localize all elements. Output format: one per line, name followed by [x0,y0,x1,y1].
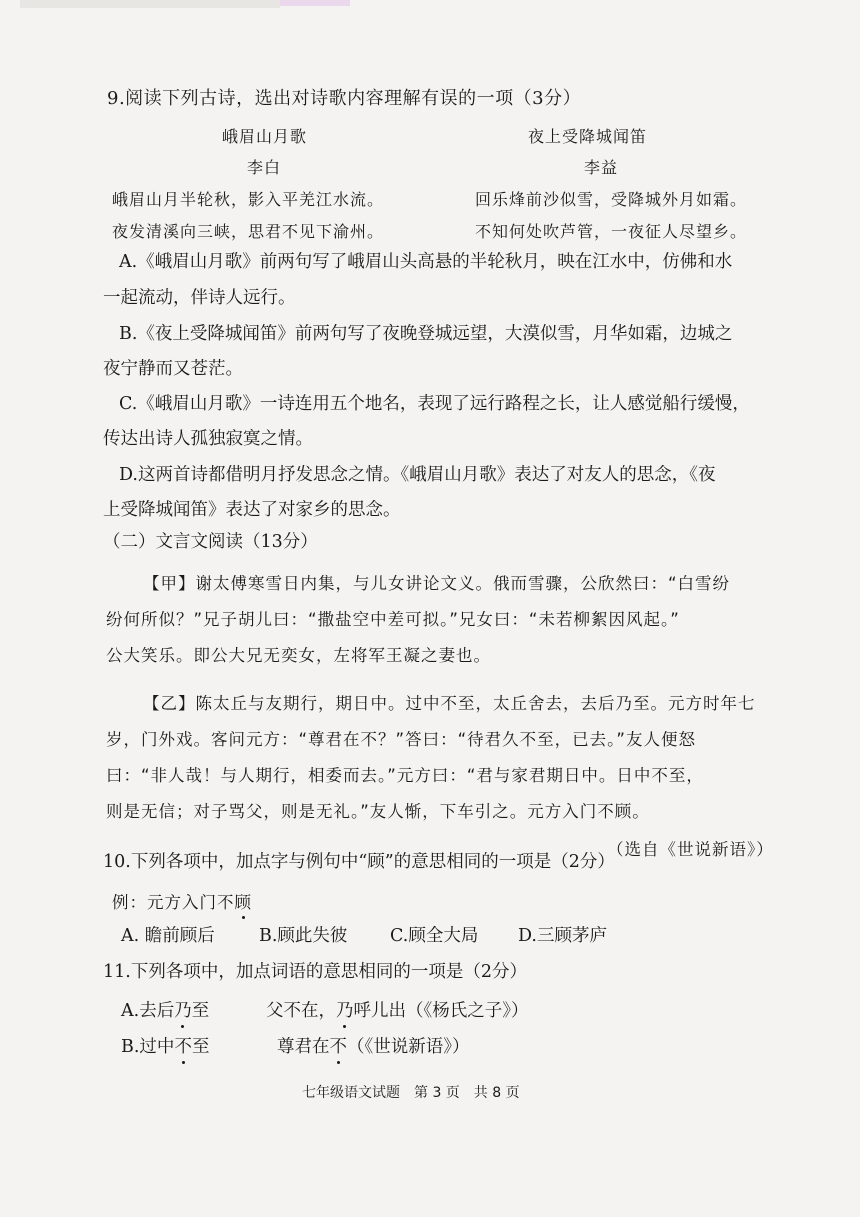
q9-option-c-line2: 传达出诗人孤独寂寞之情。 [103,429,313,449]
poem1-author: 李白 [247,158,282,177]
q11-b-right-pre: 尊君在 [277,1037,330,1057]
passage-yi-line3: 曰：“非人哉！与人期行，相委而去。”元方曰：“君与家君期日中。日中不至， [106,766,704,785]
poem2-line1: 回乐烽前沙似雪，受降城外月如霜。 [475,190,748,209]
bleed-through-text [620,92,625,112]
section2-heading: （二）文言文阅读（13分） [103,532,318,552]
q11-a-right-dotted: 乃 [336,1001,354,1021]
poem1-title: 峨眉山月歌 [222,127,308,146]
poem2-title: 夜上受降城闻笛 [528,127,648,146]
poem1-line1: 峨眉山月半轮秋，影入平羌江水流。 [112,190,385,209]
passage-jia-line2: 纷何所似？”兄子胡儿曰：“撒盐空中差可拟。”兄女曰：“未若柳絮因风起。” [106,610,680,629]
q10-example [112,889,252,913]
q11-a-left-pre: A.去后 [121,1001,175,1021]
q9-option-b-line1: B.《夜上受降城闻笛》前两句写了夜晚登城远望，大漠似雪，月华如霜，边城之 [119,324,733,344]
scan-top-edge [20,0,280,8]
passage-yi-line4: 则是无信；对子骂父，则是无礼。”友人惭，下车引之。元方入门不顾。 [106,802,650,821]
q10-stem: 10.下列各项中，加点字与例句中“顾”的意思相同的一项是（2分） [103,852,615,872]
q11-a-left-post: 至 [191,1001,210,1021]
q9-option-a-line2: 一起流动，伴诗人远行。 [103,288,296,308]
page-footer: 七年级语文试题 第 3 页 共 8 页 [302,1085,520,1101]
poem1-line2: 夜发清溪向三峡，思君不见下渝州。 [112,222,385,241]
q10-option-b: B.顾此失彼 [259,926,348,946]
passage-jia-line1: 【甲】谢太傅寒雪日内集，与儿女讲论文义。俄而雪骤，公欣然曰：“白雪纷 [143,574,731,593]
q11-a-left-dotted: 乃 [174,1001,192,1021]
q9-option-d-line1: D.这两首诗都借明月抒发思念之情。《峨眉山月歌》表达了对友人的思念，《夜 [119,465,716,485]
q9-option-b-line2: 夜宁静而又苍茫。 [103,359,243,379]
poem2-author: 李益 [584,158,619,177]
q11-b-right-dotted: 不 [329,1037,347,1057]
passage-yi-line1: 【乙】陈太丘与友期行，期日中。过中不至，太丘舍去，去后乃至。元方时年七 [143,694,756,713]
q9-option-a-line1: A.《峨眉山月歌》前两句写了峨眉山头高悬的半轮秋月，映在江水中，仿佛和水 [119,252,733,272]
q11-b-left-pre: B.过中 [121,1037,175,1057]
q11-a-right-pre: 父不在， [266,1001,336,1021]
q9-option-d-line2: 上受降城闻笛》表达了对家乡的思念。 [103,500,401,520]
q11-b-left-dotted: 不 [174,1037,192,1057]
passage-yi-line2: 岁，门外戏。客问元方：“尊君在不？”答曰：“待君久不至，已去。”友人便怒 [106,730,696,749]
q11-option-a-right [266,994,529,1028]
q9-option-c-line1: C.《峨眉山月歌》一诗连用五个地名，表现了远行路程之长，让人感觉船行缓慢， [119,394,750,414]
scan-mark [280,0,350,6]
passage-source: （选自《世说新语》） [607,840,774,859]
q10-option-d: D.三顾茅庐 [518,926,607,946]
q11-b-right-post: （《世说新语》） [347,1037,470,1057]
q11-a-right-post: 呼儿出（《杨氏之子》） [353,1001,529,1021]
q11-b-left-post: 至 [191,1037,210,1057]
q10-example-dotted-char: 顾 [234,893,252,912]
q10-option-c: C.顾全大局 [390,926,479,946]
q11-stem: 11.下列各项中，加点词语的意思相同的一项是（2分） [103,962,527,982]
q11-option-a-left [121,994,209,1028]
q10-example-text: 例：元方入门不 [112,893,235,912]
q11-option-b-left [121,1030,209,1064]
passage-jia-line3: 公大笑乐。即公大兄无奕女，左将军王凝之妻也。 [106,646,491,665]
q9-stem: 9.阅读下列古诗，选出对诗歌内容理解有误的一项（3分） [107,88,582,109]
q11-option-b-right [277,1030,470,1064]
q10-option-a: A. 瞻前顾后 [121,926,215,946]
poem2-line2: 不知何处吹芦管，一夜征人尽望乡。 [475,222,748,241]
